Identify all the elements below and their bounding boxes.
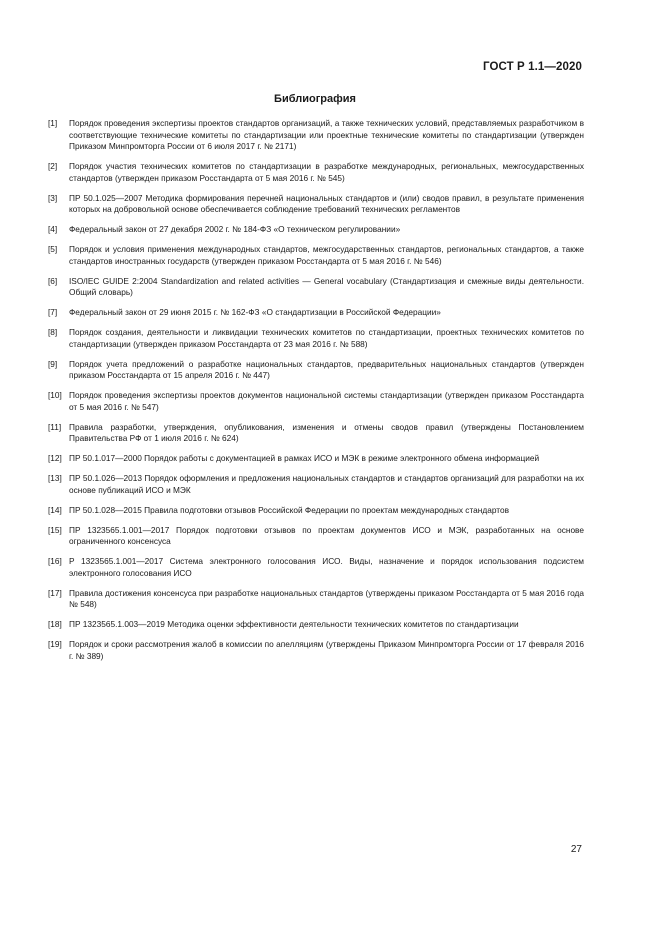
entry-text: ПР 50.1.028—2015 Правила подготовки отзывов Российской Федерации по проектам международных стандартов	[69, 504, 509, 515]
entry-text: ПР 1323565.1.003—2019 Методика оценки эффективности деятельности технических комитетов по стандартизации	[69, 619, 519, 629]
bibliography-entry	[48, 224, 584, 236]
entry-number: [11]	[48, 421, 62, 432]
bibliography-entry	[48, 327, 584, 350]
bibliography-list	[48, 118, 584, 671]
entry-text: Порядок учета предложений о разработке национальных стандартов, предварительных национальных стандартов (утвержден приказом Росстандарта от 15 апреля 2016 г. № 447)	[69, 358, 584, 380]
bibliography-entry	[48, 422, 584, 445]
entry-number: [4]	[48, 224, 58, 234]
entry-text: ПР 50.1.025—2007 Методика формирования перечней национальных стандартов и (или) сводов правил, в результате применения которых на добровольной основе обеспечивается соблюдение требований технических регламентов	[69, 192, 584, 214]
entry-text: Порядок проведения экспертизы проектов стандартов организаций, а также технических условий, представляемых разработчиком в соответствующие технические комитеты по стандартизации или проектные технические комитеты по стандартизации (утвержден Приказом Минпромторга России от 6 июля 2017 г. № 2171)	[69, 118, 584, 151]
entry-number: [5]	[48, 244, 58, 254]
entry-number: [12]	[48, 453, 62, 463]
entry-number: [14]	[48, 504, 62, 515]
bibliography-entry	[48, 473, 584, 496]
entry-number: [6]	[48, 275, 58, 286]
entry-text: Правила разработки, утверждения, опубликования, изменения и отмены сводов правил (утверждены Постановлением Правительства РФ от 1 июля 2016 г. № 624)	[69, 421, 584, 443]
entry-number: [9]	[48, 358, 58, 369]
entry-text: ПР 50.1.017—2000 Порядок работы с документацией в рамках ИСО и МЭК в режиме электронного обмена информацией	[69, 453, 540, 463]
entry-text: Правила достижения консенсуса при разработке национальных стандартов (утверждены приказом Росстандарта от 5 мая 2016 года № 548)	[69, 587, 584, 609]
entry-number: [2]	[48, 161, 58, 171]
bibliography-entry	[48, 619, 584, 631]
entry-number: [10]	[48, 390, 62, 400]
bibliography-entry	[48, 525, 584, 548]
entry-text: Порядок и условия применения международных стандартов, межгосударственных стандартов, региональных стандартов, а также стандартов иностранных государств (утвержден приказом Росстандарта от 5 мая 2016 г. № 546)	[69, 244, 584, 266]
bibliography-entry	[48, 556, 584, 579]
entry-number: [3]	[48, 192, 58, 203]
entry-number: [15]	[48, 524, 62, 535]
bibliography-entry	[48, 307, 584, 319]
entry-text: Порядок участия технических комитетов по стандартизации в разработке международных, региональных, межгосударственных стандартов (утвержден приказом Росстандарта от 5 мая 2016 г. № 545)	[69, 161, 584, 183]
entry-text: Порядок и сроки рассмотрения жалоб в комиссии по апелляциям (утверждены Приказом Минпромторга России от 17 февраля 2016 г. № 389)	[69, 639, 584, 661]
entry-number: [1]	[48, 118, 58, 128]
entry-text: ISO/IEC GUIDE 2:2004 Standardization and related activities — General vocabulary (Стандартизация и смежные виды деятельности. Общий словарь)	[69, 275, 584, 297]
entry-text: Порядок проведения экспертизы проектов документов национальной системы стандартизации (утвержден приказом Росстандарта от 5 мая 2016 г. № 547)	[69, 390, 584, 412]
entry-number: [16]	[48, 556, 62, 566]
document-code: ГОСТ Р 1.1—2020	[483, 61, 582, 73]
entry-number: [7]	[48, 307, 58, 317]
entry-number: [17]	[48, 587, 62, 598]
bibliography-entry	[48, 276, 584, 299]
entry-text: ПР 50.1.026—2013 Порядок оформления и предложения национальных стандартов и стандартов организаций для разработки на их основе публикаций ИСО и МЭК	[69, 473, 584, 495]
entry-text: Федеральный закон от 29 июня 2015 г. № 162-ФЗ «О стандартизации в Российской Федерации»	[69, 307, 441, 317]
bibliography-entry	[48, 118, 584, 153]
entry-text: ПР 1323565.1.001—2017 Порядок подготовки отзывов по проектам документов ИСО и МЭК, разработанных на основе ограниченного консенсуса	[69, 524, 584, 546]
entry-number: [19]	[48, 639, 62, 649]
bibliography-entry	[48, 161, 584, 184]
bibliography-title: Библиография	[274, 93, 356, 105]
page-number: 27	[570, 844, 582, 855]
bibliography-entry	[48, 390, 584, 413]
bibliography-entry	[48, 193, 584, 216]
bibliography-entry	[48, 453, 584, 465]
bibliography-entry	[48, 244, 584, 267]
bibliography-entry	[48, 588, 584, 611]
entry-text: Федеральный закон от 27 декабря 2002 г. № 184-ФЗ «О техническом регулировании»	[69, 224, 401, 234]
bibliography-entry	[48, 505, 584, 517]
entry-number: [13]	[48, 473, 62, 483]
entry-text: Р 1323565.1.001—2017 Система электронного голосования ИСО. Виды, назначение и порядок использования подсистем электронного голосования ИСО	[69, 556, 584, 578]
entry-number: [18]	[48, 619, 62, 629]
entry-number: [8]	[48, 327, 58, 337]
bibliography-entry	[48, 359, 584, 382]
bibliography-entry	[48, 639, 584, 662]
entry-text: Порядок создания, деятельности и ликвидации технических комитетов по стандартизации, проектных технических комитетов по стандартизации (утвержден приказом Росстандарта от 23 мая 2016 г. № 588)	[69, 327, 584, 349]
